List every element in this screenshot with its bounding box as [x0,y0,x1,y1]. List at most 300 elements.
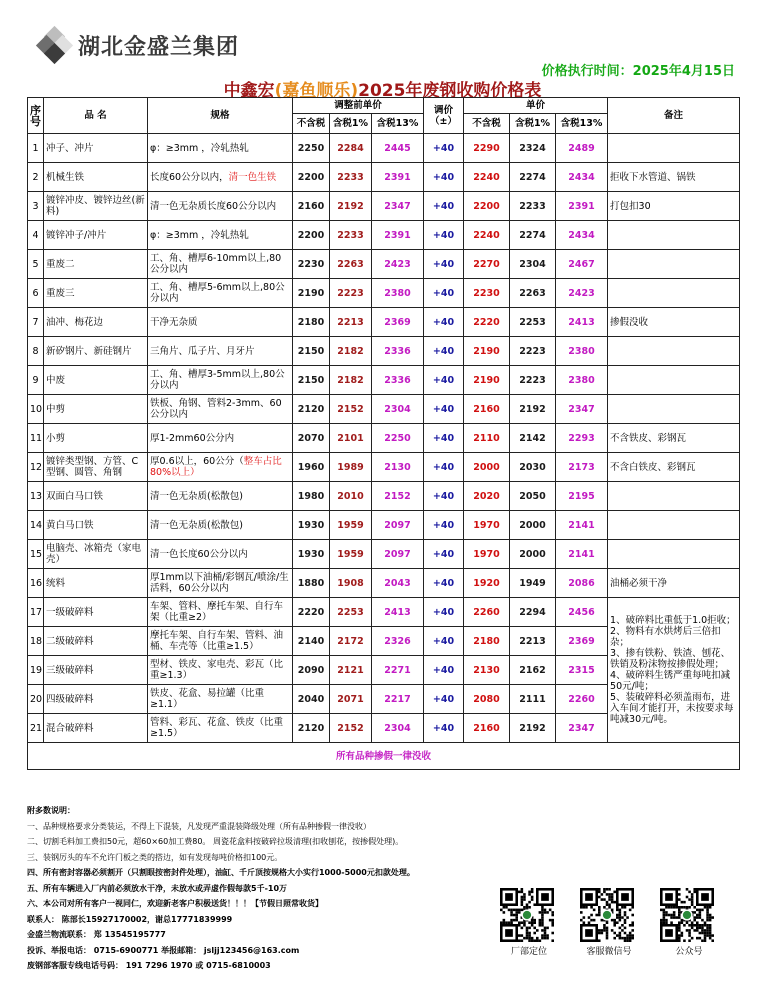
row-name: 一级破碎料 [44,598,148,627]
row-before-tax1: 2284 [330,134,372,163]
row-after-tax1: 1949 [510,569,556,598]
row-remark: 拒收下水管道、锅铁 [608,163,740,192]
row-before-tax13: 2097 [372,540,424,569]
header-after-price: 单价 [464,98,608,114]
table-row [28,511,740,540]
row-after-no-tax: 2180 [464,627,510,656]
row-after-tax1: 2233 [510,192,556,221]
row-before-no-tax: 1960 [293,453,330,482]
row-before-no-tax: 2190 [293,279,330,308]
note-line: 二、切割毛料加工费扣50元，超60×60加工费80。 周瓷花盒料按破碎拉圾清理(扣收刨花，按掺假处理)。 [27,837,404,846]
table-row [28,569,740,598]
title-prefix: 中鑫宏 [223,81,275,101]
row-before-tax13: 2391 [372,163,424,192]
row-after-tax1: 2162 [510,656,556,685]
row-before-no-tax: 2120 [293,714,330,743]
row-after-tax1: 2000 [510,540,556,569]
row-before-tax1: 1959 [330,540,372,569]
table-row [28,395,740,424]
row-after-tax13: 2434 [556,221,608,250]
row-before-tax13: 2250 [372,424,424,453]
row-adjust: +40 [424,134,464,163]
row-after-tax13: 2173 [556,453,608,482]
table-row [28,540,740,569]
qr-code-row [500,888,718,957]
row-after-tax1: 2000 [510,511,556,540]
row-spec [148,163,293,192]
row-spec [148,627,293,656]
note-line: 一、品种规格要求分类装运，不得上下混装，凡发现严重混装降级处理（所有品种掺假一律没收） [27,821,371,831]
row-before-tax1: 2182 [330,366,372,395]
row-before-tax13: 2336 [372,337,424,366]
row-after-tax1: 2050 [510,482,556,511]
row-after-tax13: 2413 [556,308,608,337]
row-remark [608,511,740,540]
row-before-no-tax: 2150 [293,337,330,366]
row-seq: 16 [28,569,44,598]
row-before-tax1: 2101 [330,424,372,453]
row-before-no-tax: 2120 [293,395,330,424]
row-name: 混合破碎料 [44,714,148,743]
row-after-tax1: 2223 [510,337,556,366]
row-adjust: +40 [424,511,464,540]
row-before-no-tax: 2180 [293,308,330,337]
row-after-tax13: 2347 [556,714,608,743]
row-before-tax1: 2182 [330,337,372,366]
row-spec [148,337,293,366]
row-after-tax1: 2294 [510,598,556,627]
row-spec-text: 清一色无杂质长度60公分以内 [150,200,277,212]
note-line: 四、所有密封容器必须割开（只割眼按密封件处理），油缸、千斤顶按规格大小实行1000-5000元扣款处理。 [27,868,415,877]
row-before-tax1: 2253 [330,598,372,627]
row-seq: 21 [28,714,44,743]
row-remark [608,540,740,569]
row-seq: 15 [28,540,44,569]
row-name: 镀锌冲皮、镀锌边丝(新料) [44,192,148,221]
row-after-tax1: 2304 [510,250,556,279]
qr-code-label: 厂部定位 [510,947,547,957]
row-before-tax13: 2271 [372,656,424,685]
row-name: 镀锌类型钢、方管、C型钢、圆管、角钢 [44,453,148,482]
row-seq: 19 [28,656,44,685]
row-after-no-tax: 2220 [464,308,510,337]
row-name: 冲子、冲片 [44,134,148,163]
row-after-no-tax: 2190 [464,337,510,366]
row-before-no-tax: 2200 [293,221,330,250]
row-spec-text: 车架、管料、摩托车架、自行车架（比重≥2） [150,601,284,623]
header-before-price: 调整前单价 [293,98,424,114]
row-seq: 5 [28,250,44,279]
row-before-tax13: 2336 [372,366,424,395]
row-before-tax1: 2233 [330,163,372,192]
row-after-tax13: 2141 [556,511,608,540]
row-before-no-tax: 2150 [293,366,330,395]
row-remark: 掺假没收 [608,308,740,337]
row-seq: 9 [28,366,44,395]
row-spec [148,250,293,279]
row-spec [148,540,293,569]
crusher-remark-line: 4、破碎料生锈严重每吨扣减50元/吨； [610,670,731,692]
row-before-tax13: 2413 [372,598,424,627]
title-highlight: (嘉鱼顺乐) [274,81,359,101]
note-line: 投诉、举报电话： 0715-6900771 举报邮箱： jsljj123456@163.com [27,945,300,955]
row-spec [148,511,293,540]
row-before-tax13: 2152 [372,482,424,511]
row-after-no-tax: 2020 [464,482,510,511]
row-remark [608,134,740,163]
row-after-tax1: 2030 [510,453,556,482]
row-name: 双面白马口铁 [44,482,148,511]
row-after-no-tax: 2260 [464,598,510,627]
row-seq: 14 [28,511,44,540]
qr-code-block [660,888,718,957]
row-before-no-tax: 1880 [293,569,330,598]
row-spec-text: 干净无杂质 [150,316,198,328]
row-remark: 油桶必须干净 [608,569,740,598]
row-after-tax13: 2369 [556,627,608,656]
row-before-tax13: 2130 [372,453,424,482]
crusher-remark-line: 2、物料有水烘烤后三倍扣杂； [610,626,721,648]
row-seq: 20 [28,685,44,714]
row-adjust: +40 [424,627,464,656]
note-line: 五、所有车辆进入厂内前必须放水干净，未放水或弄虚作假每款5千-10万 [27,883,288,893]
row-remark [608,366,740,395]
row-adjust: +40 [424,424,464,453]
crusher-remark [608,598,740,743]
row-adjust: +40 [424,656,464,685]
row-before-no-tax: 1930 [293,540,330,569]
row-adjust: +40 [424,163,464,192]
row-name: 二级破碎料 [44,627,148,656]
row-before-no-tax: 2200 [293,163,330,192]
row-after-no-tax: 2230 [464,279,510,308]
row-after-tax13: 2434 [556,163,608,192]
row-after-tax13: 2467 [556,250,608,279]
row-after-no-tax: 1970 [464,540,510,569]
row-adjust: +40 [424,337,464,366]
row-before-tax13: 2391 [372,221,424,250]
header-name: 品 名 [44,98,148,134]
row-before-no-tax: 2220 [293,598,330,627]
row-name: 电脑壳、冰箱壳（家电壳） [44,540,148,569]
header-after-no-tax: 不含税 [464,114,510,134]
crusher-remark-line: 3、掺有铁粉、铁渣、刨花、铁销及粉沫物按掺假处理； [610,648,731,670]
row-before-no-tax: 2070 [293,424,330,453]
row-remark [608,482,740,511]
execution-date: 价格执行时间：2025年4月15日 [541,64,735,79]
row-name: 黄白马口铁 [44,511,148,540]
row-before-tax1: 2233 [330,221,372,250]
row-after-no-tax: 2130 [464,656,510,685]
row-spec [148,656,293,685]
row-seq: 4 [28,221,44,250]
row-before-tax1: 1989 [330,453,372,482]
row-adjust: +40 [424,685,464,714]
row-after-tax13: 2391 [556,192,608,221]
row-name: 中废 [44,366,148,395]
row-spec-text: 清一色无杂质(松散包) [150,490,243,502]
row-adjust: +40 [424,192,464,221]
header-remark: 备注 [608,98,740,134]
price-table-body [28,134,740,743]
row-after-tax1: 2213 [510,627,556,656]
row-name: 重废三 [44,279,148,308]
row-after-tax13: 2293 [556,424,608,453]
footer-banner: 所有品种掺假一律没收 [28,743,740,770]
table-row [28,453,740,482]
table-row [28,221,740,250]
row-before-tax13: 2369 [372,308,424,337]
row-spec-text: 铁皮、花盒、易拉罐（比重≥1.1） [150,688,265,710]
row-after-tax13: 2141 [556,540,608,569]
row-spec [148,424,293,453]
table-row [28,308,740,337]
row-spec [148,482,293,511]
row-after-tax1: 2274 [510,221,556,250]
row-after-tax13: 2086 [556,569,608,598]
row-before-no-tax: 2140 [293,627,330,656]
row-after-no-tax: 2290 [464,134,510,163]
row-before-tax1: 2121 [330,656,372,685]
company-logo [38,28,239,62]
row-seq: 2 [28,163,44,192]
note-line: 金盛兰物流联系： 郑 13545195777 [27,930,166,939]
row-after-tax1: 2111 [510,685,556,714]
row-after-tax13: 2260 [556,685,608,714]
row-name: 四级破碎料 [44,685,148,714]
row-before-no-tax: 2040 [293,685,330,714]
row-before-tax13: 2043 [372,569,424,598]
row-before-tax1: 2152 [330,714,372,743]
row-before-tax1: 2172 [330,627,372,656]
row-spec-red-text: 整车占比80%以上） [150,456,282,478]
row-adjust: +40 [424,279,464,308]
row-spec-red-text: 清一色生铁 [228,171,277,183]
row-spec-text: 三角片、瓜子片、月牙片 [150,345,255,357]
row-after-no-tax: 2270 [464,250,510,279]
row-after-no-tax: 2190 [464,366,510,395]
row-spec-text: 清一色长度60公分以内 [150,548,248,560]
row-spec-text: 工、角、槽厚5-6mm以上,80公分以内 [150,282,285,304]
note-line: 联系人： 陈部长15927170002，谢总17771839999 [27,914,233,924]
table-row [28,482,740,511]
row-after-no-tax: 2160 [464,714,510,743]
row-before-tax13: 2097 [372,511,424,540]
row-after-tax13: 2195 [556,482,608,511]
row-seq: 11 [28,424,44,453]
row-before-tax1: 2071 [330,685,372,714]
row-before-tax13: 2445 [372,134,424,163]
row-spec-text: 工、角、槽厚6-10mm以上,80公分以内 [150,253,282,275]
row-adjust: +40 [424,569,464,598]
row-before-tax1: 2213 [330,308,372,337]
row-before-no-tax: 2230 [293,250,330,279]
qr-code-block [500,888,558,957]
row-after-tax1: 2223 [510,366,556,395]
header-after-tax1: 含税1% [510,114,556,134]
row-spec-text: 长度60公分以内， [150,171,229,183]
row-spec-text: 铁板、角钢、管料2-3mm、60公分以内 [150,398,282,420]
row-after-tax1: 2142 [510,424,556,453]
qr-code-block [580,888,638,957]
price-table [27,97,740,770]
row-adjust: +40 [424,453,464,482]
row-name: 重废二 [44,250,148,279]
row-spec [148,134,293,163]
header-spec: 规格 [148,98,293,134]
table-row [28,366,740,395]
row-after-tax1: 2324 [510,134,556,163]
row-spec-text: 厚1mm以下油桶/彩钢瓦/喷涂/生活料，60公分以内 [150,572,289,594]
row-spec [148,395,293,424]
notes-section [27,803,497,974]
row-after-tax13: 2315 [556,656,608,685]
row-seq: 12 [28,453,44,482]
row-spec-text: 工、角、槽厚3-5mm以上,80公分以内 [150,369,285,391]
title-suffix: 2025年废钢收购价格表 [358,81,542,101]
table-row [28,134,740,163]
row-spec [148,308,293,337]
row-seq: 6 [28,279,44,308]
header-seq: 序号 [28,98,44,134]
row-name: 统料 [44,569,148,598]
row-name: 小剪 [44,424,148,453]
row-before-tax13: 2347 [372,192,424,221]
row-name: 油冲、梅花边 [44,308,148,337]
row-after-no-tax: 1920 [464,569,510,598]
row-remark [608,395,740,424]
row-spec [148,714,293,743]
row-before-tax1: 2010 [330,482,372,511]
row-seq: 8 [28,337,44,366]
row-spec-text: 清一色无杂质(松散包) [150,519,243,531]
note-line: 附多数说明： [27,806,75,815]
row-adjust: +40 [424,395,464,424]
row-after-no-tax: 2160 [464,395,510,424]
row-after-tax13: 2347 [556,395,608,424]
table-row [28,598,740,627]
row-seq: 18 [28,627,44,656]
row-before-tax13: 2380 [372,279,424,308]
row-after-no-tax: 2000 [464,453,510,482]
row-remark: 不含铁皮、彩钢瓦 [608,424,740,453]
row-spec-text: 管料、彩瓦、花盒、铁皮（比重≥1.5） [150,717,284,739]
row-before-tax1: 1908 [330,569,372,598]
row-spec-text: 厚1-2mm60公分内 [150,432,235,444]
table-row [28,192,740,221]
row-adjust: +40 [424,366,464,395]
table-row [28,337,740,366]
row-spec [148,569,293,598]
note-line: 废钢部客服专线电话号码： 191 7296 1970 或 0715-6810003 [27,961,271,970]
row-before-tax1: 1959 [330,511,372,540]
row-name: 镀锌冲子/冲片 [44,221,148,250]
qr-code-label: 公众号 [675,947,703,957]
row-seq: 7 [28,308,44,337]
row-spec [148,192,293,221]
row-spec [148,685,293,714]
row-before-no-tax: 1930 [293,511,330,540]
row-remark: 打包扣30 [608,192,740,221]
row-adjust: +40 [424,221,464,250]
row-before-tax13: 2326 [372,627,424,656]
qr-code-wechat-icon [580,888,634,942]
row-spec-text: 型材、铁皮、家电壳、彩瓦（比重≥1.3） [150,659,284,681]
row-after-no-tax: 2240 [464,163,510,192]
row-name: 新矽钢片、新硅钢片 [44,337,148,366]
row-before-tax13: 2217 [372,685,424,714]
row-after-no-tax: 1970 [464,511,510,540]
note-line: 六、本公司对所有客户一视同仁，欢迎新老客户积极送货！！！【节假日照常收货】 [27,899,323,908]
row-seq: 3 [28,192,44,221]
row-before-no-tax: 2160 [293,192,330,221]
header-before-tax1: 含税1% [330,114,372,134]
table-row [28,250,740,279]
row-after-tax13: 2380 [556,337,608,366]
row-spec [148,279,293,308]
row-seq: 10 [28,395,44,424]
qr-code-label: 客服微信号 [586,947,632,957]
row-adjust: +40 [424,598,464,627]
row-adjust: +40 [424,540,464,569]
row-seq: 13 [28,482,44,511]
crusher-remark-line: 5、装破碎料必须盖雨布，进入车间才能打开，未按要求每吨减30元/吨。 [610,692,734,725]
row-after-tax1: 2274 [510,163,556,192]
note-line: 三、装钢厉头的车不允许门板之类的搭边，如有发现每吨价格扣100元。 [27,852,283,862]
row-seq: 1 [28,134,44,163]
row-before-no-tax: 1980 [293,482,330,511]
row-remark: 不含白铁皮、彩钢瓦 [608,453,740,482]
table-row [28,279,740,308]
row-after-tax1: 2192 [510,714,556,743]
header-before-no-tax: 不含税 [293,114,330,134]
header-before-tax13: 含税13% [372,114,424,134]
company-logo-icon [38,28,72,62]
row-after-tax13: 2456 [556,598,608,627]
qr-code-location-icon [500,888,554,942]
row-after-tax1: 2192 [510,395,556,424]
row-remark [608,279,740,308]
row-spec [148,453,293,482]
row-remark [608,221,740,250]
table-row [28,163,740,192]
row-spec-text: 摩托车架、自行车架、管料、油桶、车壳等（比重≥1.5） [150,630,284,652]
row-remark [608,250,740,279]
crusher-remark-line: 1、破碎料比重低于1.0拒收； [610,615,736,626]
row-after-no-tax: 2240 [464,221,510,250]
row-after-no-tax: 2200 [464,192,510,221]
row-spec-text: φ：≥3mm ，冷轧热轧 [150,142,249,154]
company-name: 湖北金盛兰集团 [78,33,240,60]
row-adjust: +40 [424,308,464,337]
row-before-no-tax: 2250 [293,134,330,163]
table-row [28,424,740,453]
row-adjust: +40 [424,482,464,511]
row-spec-text: 厚0.6以上，60公分（ [150,456,244,467]
row-adjust: +40 [424,714,464,743]
row-before-tax1: 2152 [330,395,372,424]
row-name: 三级破碎料 [44,656,148,685]
row-spec [148,366,293,395]
row-adjust: +40 [424,250,464,279]
header-adjust: 调价（±） [424,98,464,134]
row-after-tax13: 2489 [556,134,608,163]
row-after-no-tax: 2080 [464,685,510,714]
row-spec [148,221,293,250]
row-before-tax1: 2263 [330,250,372,279]
row-seq: 17 [28,598,44,627]
row-before-tax1: 2223 [330,279,372,308]
